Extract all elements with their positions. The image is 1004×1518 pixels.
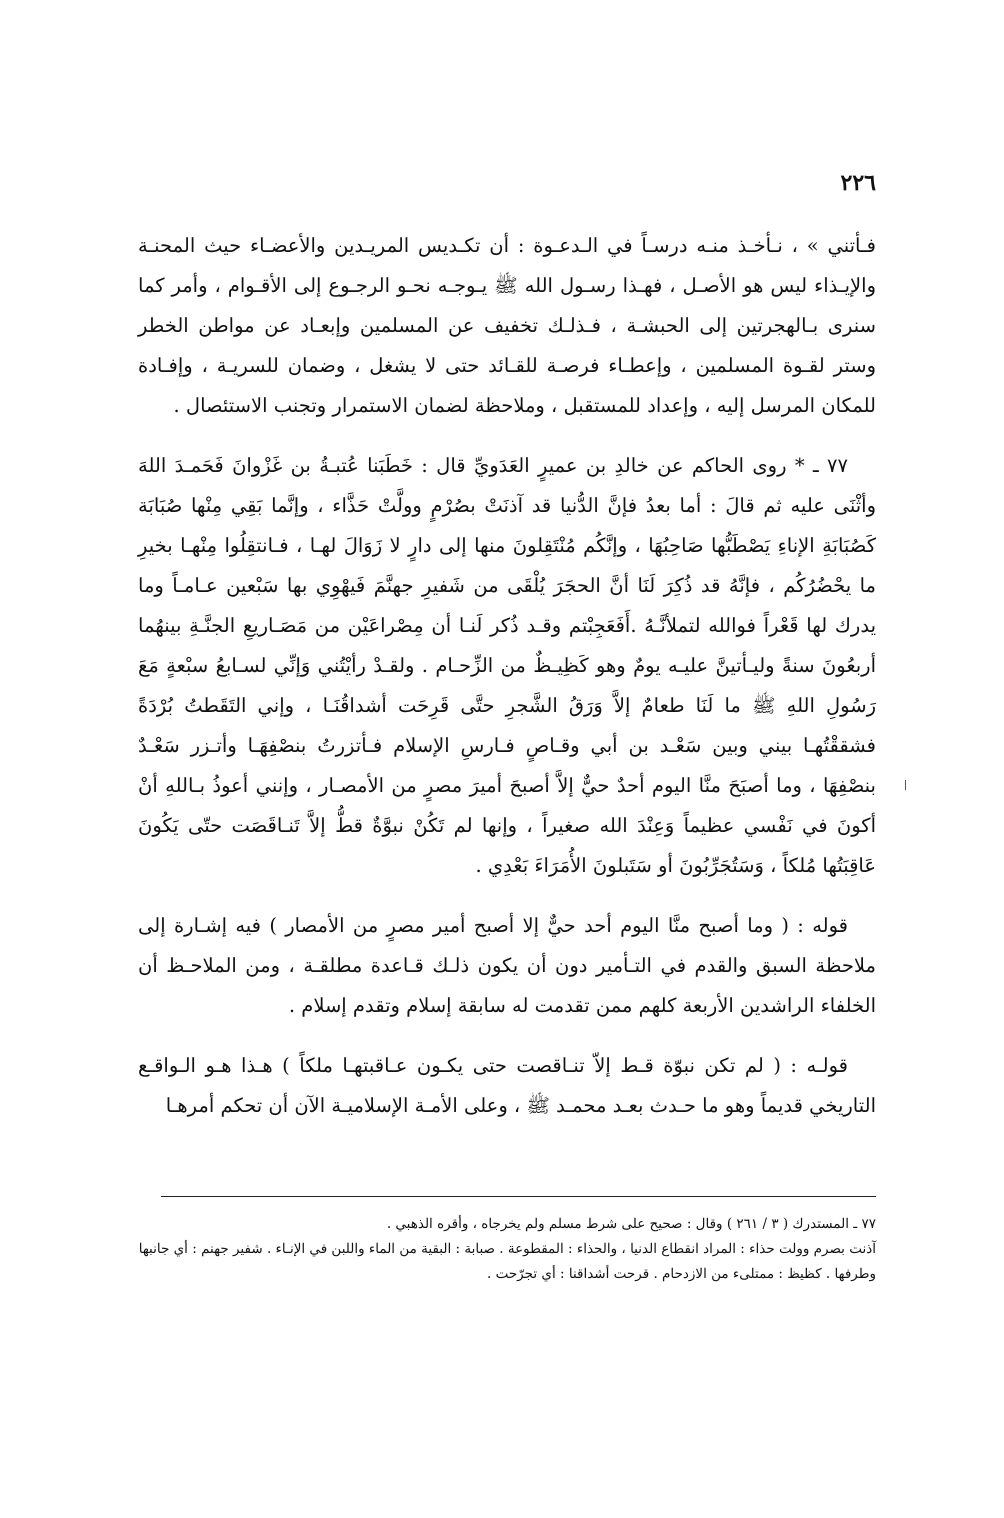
footnote-source: ٧٧ ـ المستدرك ( ٣ / ٢٦١ ) وقال : صحيح على شرط مسلم ولم يخرجاه ، وأقره الذهبي . [386, 1216, 876, 1232]
paragraph-hadith-77: ٧٧ ـ * روى الحاكم عن خالدِ بن عميرٍ العَدَويِّ قال : خَطَبَنا عُتبـةُ بن غَزْوانَ فَحَمـدَ اللهَ وأثْنَى عليه ثم قالَ : أما بعدُ فإنَّ الدُّنيا قد آذنَتْ بصُرْمٍ وولَّتْ حَذَّاء ، وإنَّما بَقِي مِنْها صُبَابَة كَصُبَابَةِ الإناءِ يَصْطَبُّها صَاحِبُهَا ، وإنَّكُم مُنْتَقِلونَ منها إلى دارٍ لا زَوَالَ لهـا ، فـانتقِلُوا مِنْهـا بخيرِ ما يحْضُرُكُم ، فإنَّهُ قد ذُكِرَ لَنَا أنَّ الحجَرَ يُلْقَى من شَفيرِ جهنَّمَ فَيهْوِي بها سَبْعين عـامـاً وما يدرك لها قَعْراً فوالله لتملأنَّـهُ .أَفَعَجِبْتم وقـد ذُكر لَنـا أن مِصْراعَيْن من مَصَـاريعِ الجنَّـةِ بينهُما أربعُونَ سنةً وليـأتينَّ عليـه يومٌ وهو كَظِيـظٌ من الزِّحـام . ولقـدْ رأيْتُني وَإنِّي لسـابعُ سبْعةٍ مَعَ رَسُولِ اللهِ ﷺ ما لَنَا طعامٌ إلاَّ وَرَقُ الشَّجرِ حتَّى قَرِحَت أشداقُنَـا ، وإني التَقَطتُ بُرْدَةً فشققْتُهـا بيني وبين سَعْـد بن أبي وقـاصٍ فـارسِ الإسلام فـأتزرتُ بنصْفِهَـا وأتـزر سَعْـدٌ بنصْفِهَا ، وما أصبَحَ منَّا اليوم أحدٌ حيٌّ إلاَّ أصبحَ أميرَ مصرٍ من الأمصـار ، وإنني أعوذُ بـاللهِ أنْ أكونَ في نَفْسي عظيماً وَعِنْدَ الله صغيراً ، وإنها لم تَكُنْ نبوَّةٌ قطُّ إلاَّ تَنـاقَصَت حتّى يَكُونَ عَاقِبَتُها مُلكاً ، وَسَتُجَرِّبُونَ أو سَتَبلونَ الأُمَرَاءَ بَعْدِي . [138, 454, 876, 877]
footnotes [138, 1212, 876, 1287]
page-number: ٢٢٦ [840, 170, 876, 196]
footnote-glossary: آذنت بصرم وولت حذاء : المراد انقطاع الدنيا ، والحذاء : المقطوعة . صبابة : البقية من الماء واللبن في الإنـاء . شفير جهنم : أي جانبها وطرفها . كظيظ : ممتلىء من الازدحام . قرحت أشداقنا : أي تجرّحت . [138, 1241, 876, 1282]
footnote-divider [161, 1196, 876, 1197]
paragraph-commentary-2: قولـه : ( لم تكن نبوّة قـط إلاّ تنـاقصت حتى يكـون عـاقبتهـا ملكاً ) هـذا هـو الـواقـع التاريخي قديماً وهو ما حـدث بعـد محمـد ﷺ ، وعلى الأمـة الإسلاميـة الآن أن تحكم أمرهـا [138, 1054, 876, 1117]
main-text [138, 226, 876, 1146]
paragraph-commentary-1: قوله : ( وما أصبح منَّا اليوم أحد حيٌّ إلا أصبح أمير مصرٍ من الأمصار ) فيه إشـارة إلى ملاحظة السبق والقدم في التـأمير دون أن يكون ذلـك قـاعدة مطلقـة ، ومن الملاحـظ أن الخلفاء الراشدين الأربعة كلهم ممن تقدمت له سابقة إسلام وتقدم إسلام . [138, 914, 876, 1017]
stray-mark [905, 780, 906, 790]
paragraph-continuation: فـأتني » ، نـأخـذ منـه درسـاً في الـدعـوة : أن تكـديس المريـدين والأعضـاء حيث المحنـة والإيـذاء ليس هو الأصـل ، فهـذا رسـول الله ﷺ يـوجـه نحـو الرجـوع إلى الأقـوام ، وأمر كما سنرى بـالهجرتين إلى الحبشـة ، فـذلـك تخفيف عن المسلمين وإبعـاد عن مواطن الخطر وستر لقـوة المسلمين ، وإعطـاء فرصـة للقـائد حتى لا يشغل ، وضمان للسريـة ، وإفـادة للمكان المرسل إليه ، وإعداد للمستقبل ، وملاحظة لضمان الاستمرار وتجنب الاستئصال . [138, 234, 876, 417]
